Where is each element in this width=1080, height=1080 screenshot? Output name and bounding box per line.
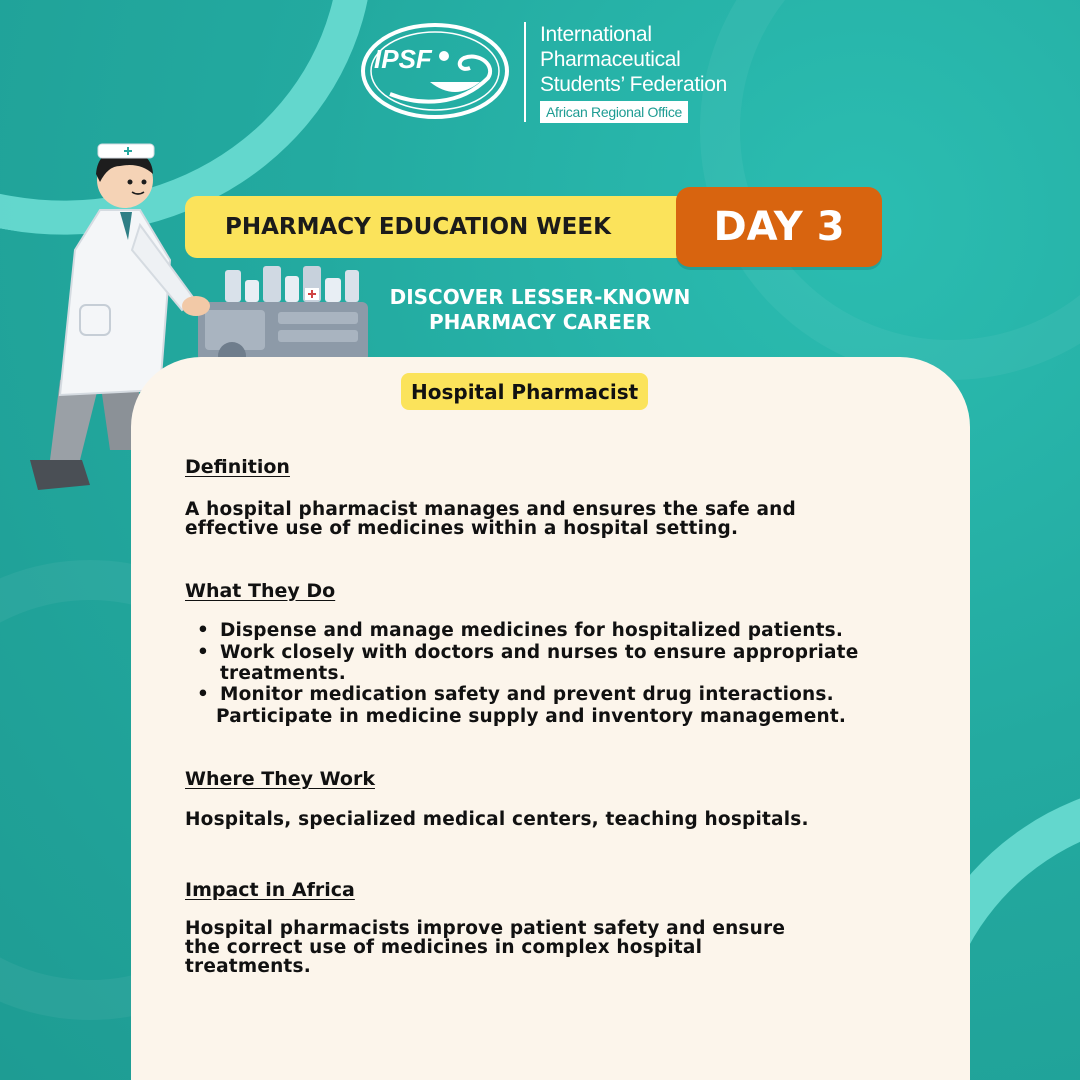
ipsf-logo-icon [360,22,510,120]
list-item: • Work closely with doctors and nurses to ensure appropriate [185,642,945,664]
list-item: • Dispense and manage medicines for hospitalized patients. [185,620,945,642]
org-name-line: Pharmaceutical [540,48,681,71]
where-they-work-text: Hospitals, specialized medical centers, teaching hospitals. [185,809,809,830]
banner-title: PHARMACY EDUCATION WEEK [225,214,611,240]
event-banner [185,196,705,258]
card-content [185,456,945,976]
text-line: effective use of medicines within a hospital setting. [185,518,739,539]
regional-office-label: African Regional Office [540,101,688,123]
subtitle [350,285,730,335]
day-badge: DAY 3 [676,187,882,267]
section-heading-definition: Definition [185,456,290,478]
subtitle-line: PHARMACY CAREER [428,310,652,334]
logo-monogram: IPSF [374,44,432,74]
impact-text [185,919,945,976]
text-line: treatments. [185,956,311,977]
definition-text [185,500,945,538]
card-title: Hospital Pharmacist [401,373,648,410]
org-name-line: International [540,23,652,46]
text-line: Hospital pharmacists improve patient safety and ensure [185,918,786,939]
section-heading-where-they-work: Where They Work [185,768,375,790]
header-logo [360,22,727,123]
text-line: the correct use of medicines in complex hospital [185,937,703,958]
organization-name [540,22,727,123]
subtitle-line: DISCOVER LESSER-KNOWN [389,285,691,309]
logo-divider [524,22,526,122]
section-heading-impact: Impact in Africa [185,879,355,901]
text-line: A hospital pharmacist manages and ensures the safe and [185,499,796,520]
org-name-line: Students’ Federation [540,73,728,96]
list-item: Participate in medicine supply and inventory management. [216,706,847,727]
section-heading-what-they-do: What They Do [185,580,336,602]
duties-list [185,620,945,728]
list-item-continuation: treatments. [220,663,346,684]
list-item: • Monitor medication safety and prevent drug interactions. [185,684,945,706]
